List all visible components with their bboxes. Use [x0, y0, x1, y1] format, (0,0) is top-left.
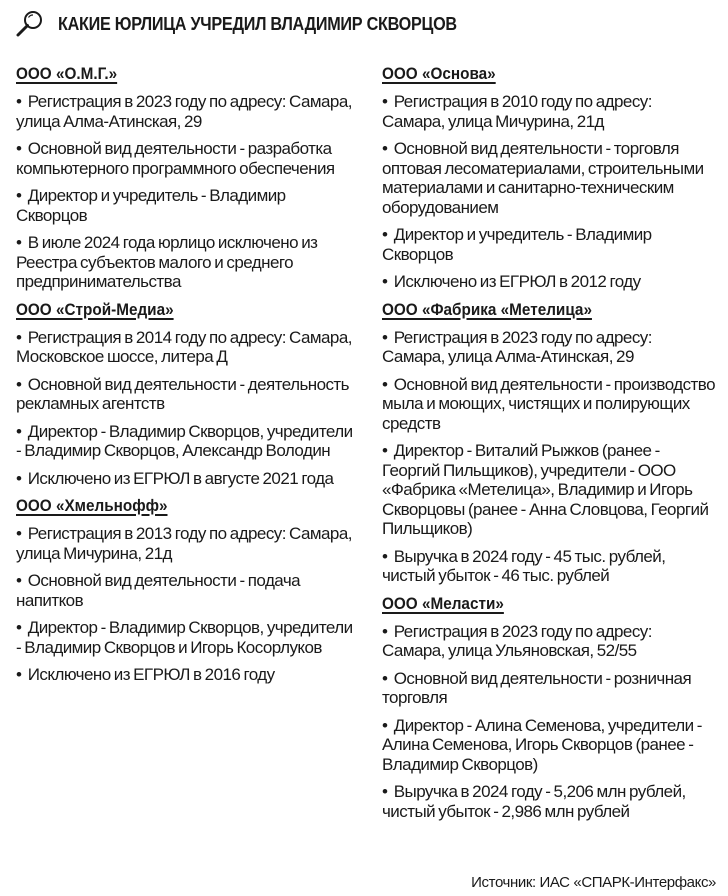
fact-item: • Исключено из ЕГРЮЛ в 2016 году	[16, 665, 275, 684]
company-block	[16, 496, 356, 685]
fact-item: • Исключено из ЕГРЮЛ в августе 2021 года	[16, 468, 334, 488]
source-note: Источник: ИАС «СПАРК-Интерфакс»	[471, 874, 716, 891]
fact-item: • Регистрация в 2013 году по адресу: Самара, улица Мичурина, 21д	[16, 524, 352, 563]
company-block	[382, 64, 716, 292]
fact-item: • Регистрация в 2023 году по адресу: Самара, улица Ульяновская, 52/55	[382, 621, 652, 660]
page-title: КАКИЕ ЮРЛИЦА УЧРЕДИЛ ВЛАДИМИР СКВОРЦОВ	[58, 13, 457, 34]
left-column	[16, 64, 356, 693]
fact-item: • Регистрация в 2010 году по адресу: Самара, улица Мичурина, 21д	[382, 92, 652, 131]
fact-item: • Исключено из ЕГРЮЛ в 2012 году	[382, 272, 641, 291]
company-name: ООО «О.М.Г.»	[16, 64, 118, 83]
fact-item: • Директор - Алина Семенова, учредители - Алина Семенова, Игорь Скворцов (ранее - Владимир Скворцов)	[382, 715, 702, 774]
fact-list	[382, 328, 716, 586]
fact-item: • Основной вид деятельности - производство мыла и моющих, чистящих и полирующих средств	[382, 374, 715, 433]
company-block	[382, 300, 716, 586]
fact-item: • Регистрация в 2014 году по адресу: Самара, Московское шоссе, литера Д	[16, 327, 352, 366]
fact-list	[16, 92, 356, 292]
fact-item: • Основной вид деятельности - торговля оптовая лесоматериалами, строительными материалами и санитарно-техническим оборудованием	[382, 139, 704, 217]
fact-item: • Выручка в 2024 году - 5,206 млн рублей, чистый убыток - 2,986 млн рублей	[382, 782, 686, 821]
fact-item: • Директор - Виталий Рыжков (ранее - Георгий Пильщиков), учредители - ООО «Фабрика «Метелица», Владимир и Игорь Скворцовы (ранее - Анна Словцова, Георгий Пильщиков)	[382, 441, 709, 538]
fact-item: • Выручка в 2024 году - 45 тыс. рублей, чистый убыток - 46 тыс. рублей	[382, 546, 666, 585]
fact-item: • Директор - Владимир Скворцов, учредители - Владимир Скворцов и Игорь Косорлуков	[16, 618, 353, 657]
fact-item: • Основной вид деятельности - деятельность рекламных агентств	[16, 374, 349, 413]
company-block	[382, 594, 716, 822]
fact-item: • Регистрация в 2023 году по адресу: Самара, улица Алма-Атинская, 29	[382, 327, 652, 366]
fact-item: • Регистрация в 2023 году по адресу: Самара, улица Алма-Атинская, 29	[16, 92, 352, 131]
fact-list	[16, 328, 356, 489]
company-name: ООО «Фабрика «Метелица»	[382, 299, 592, 319]
company-name: ООО «Хмельнофф»	[16, 496, 168, 515]
fact-item: • Директор - Владимир Скворцов, учредители - Владимир Скворцов, Александр Володин	[16, 421, 353, 460]
fact-item: • Директор и учредитель - Владимир Скворцов	[382, 225, 652, 264]
right-column	[382, 64, 716, 829]
company-block	[16, 64, 356, 292]
company-name: ООО «Строй-Медиа»	[16, 299, 174, 319]
company-block	[16, 300, 356, 489]
fact-item: • Основной вид деятельности - разработка компьютерного программного обеспечения	[16, 139, 335, 178]
fact-item: • В июле 2024 года юрлицо исключено из Реестра субъектов малого и среднего предпринимательства	[16, 233, 318, 291]
company-name: ООО «Основа»	[382, 64, 496, 83]
fact-item: • Директор и учредитель - Владимир Скворцов	[16, 186, 286, 225]
header	[14, 6, 501, 42]
fact-item: • Основной вид деятельности - подача напитков	[16, 571, 301, 610]
fact-list	[382, 92, 716, 292]
company-name: ООО «Меласти»	[382, 593, 504, 613]
magnifier-icon	[14, 8, 46, 40]
fact-list	[382, 622, 716, 822]
fact-list	[16, 524, 356, 685]
fact-item: • Основной вид деятельности - розничная торговля	[382, 668, 692, 707]
